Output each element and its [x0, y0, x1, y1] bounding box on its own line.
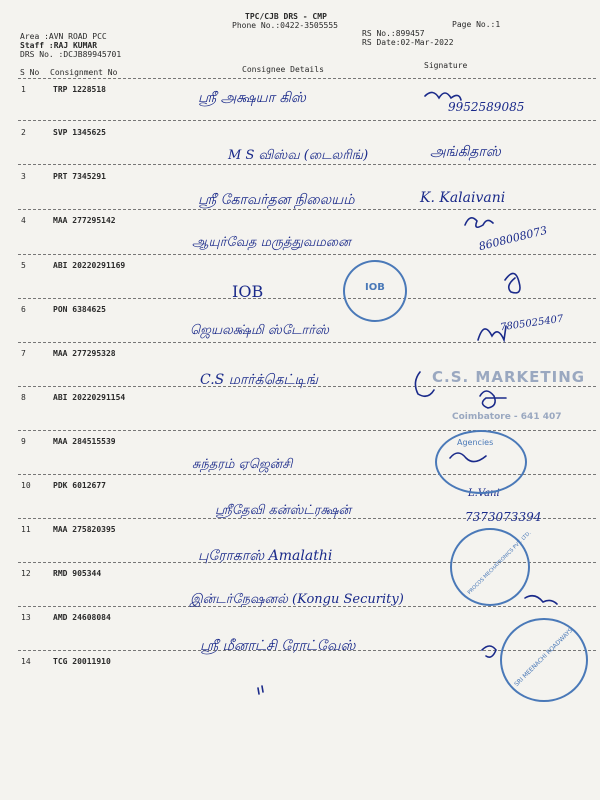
- row-7-sno: 7: [21, 349, 26, 358]
- ditto-mark: [258, 686, 263, 694]
- staff-label: Staff :RAJ KUMAR: [20, 41, 98, 50]
- row-5-consignment: ABI 20220291169: [53, 261, 126, 270]
- row-11-sno: 11: [21, 525, 31, 534]
- row-12-sno: 12: [21, 569, 31, 578]
- row-6-sno: 6: [21, 305, 26, 314]
- row-11-consignment: MAA 275820395: [53, 525, 116, 534]
- row-4-scribble: [465, 218, 493, 227]
- row-1-scribble: [425, 92, 461, 100]
- row-13-consignee-handwriting: இன்டர்நேஷனல் (Kongu Security): [190, 592, 404, 607]
- cs-marketing-stamp: C.S. MARKETING: [432, 368, 586, 386]
- col-header-consignment: Consignment No: [50, 68, 118, 77]
- row-2-sno: 2: [21, 128, 26, 137]
- row-6-signature: 7805025407: [499, 313, 565, 334]
- row-12-consignee-handwriting: புரோகாஸ் Amalathi: [198, 548, 333, 564]
- cs-marketing-address: Coimbatore - 641 407: [452, 412, 562, 422]
- row-2-consignment: SVP 1345625: [53, 128, 106, 137]
- iob-stamp: [343, 260, 407, 322]
- row-9-sno: 9: [21, 437, 26, 446]
- col-header-consignee: Consignee Details: [242, 65, 324, 74]
- rs-number: RS No.:899457: [362, 29, 425, 38]
- area-label: Area :AVN ROAD PCC: [20, 32, 107, 41]
- row-4-consignment: MAA 277295142: [53, 216, 116, 225]
- row-5-scribble: [505, 273, 520, 292]
- drs-number: DRS No. :DCJB89945701: [20, 50, 122, 59]
- row-5-consignee-handwriting: IOB: [232, 282, 264, 301]
- row-2-signature: அங்கிதாஸ்: [430, 144, 501, 160]
- phone-number: Phone No.:0422-3505555: [232, 21, 338, 30]
- row-8-sno: 8: [21, 393, 26, 402]
- row-14-consignee-handwriting: ஸ்ரீ மீனாட்சி ரோட்வேஸ்: [200, 638, 356, 654]
- row-5-sno: 5: [21, 261, 26, 270]
- row-8-scribble: [480, 391, 506, 408]
- row-1-signature: 9952589085: [448, 100, 525, 114]
- row-14-scribble: [482, 646, 496, 657]
- meenachi-roadways-stamp: [500, 618, 588, 702]
- row-3-consignment: PRT 7345291: [53, 172, 106, 181]
- col-header-sno: S No: [20, 68, 40, 77]
- procos-stamp-text: PROCOS MECHATRONICS PVT. LTD.: [466, 530, 533, 596]
- row-6-consignee-handwriting: ஜெயலக்ஷ்மி ஸ்டோர்ஸ்: [190, 323, 329, 338]
- row-1-consignee-handwriting: ஸ்ரீ அக்ஷயா கிஸ்: [198, 90, 306, 106]
- agencies-stamp: [435, 430, 527, 494]
- row-10-consignment: PDK 6012677: [53, 481, 106, 490]
- row-2-consignee-handwriting: M S விஸ்வ (டைலரிங்): [228, 148, 369, 163]
- row-10-signature: L.Vani: [468, 488, 500, 499]
- row-11-signature: 7373073394: [465, 510, 542, 524]
- row-4-consignee-handwriting: ஆயுர்வேத மருத்துவமனை: [192, 235, 351, 250]
- row-8-consignment: ABI 20220291154: [53, 393, 126, 402]
- row-12-consignment: RMD 905344: [53, 569, 102, 578]
- row-13-consignment: AMD 24608084: [53, 613, 111, 622]
- row-6-consignment: PON 6384625: [53, 305, 106, 314]
- row-14-sno: 14: [21, 657, 31, 666]
- row-3-sno: 3: [21, 172, 26, 181]
- doc-title: TPC/CJB DRS - CMP: [245, 12, 327, 21]
- col-header-signature: Signature: [424, 61, 468, 70]
- row-13-sno: 13: [21, 613, 31, 622]
- row-4-sno: 4: [21, 216, 26, 225]
- rs-date: RS Date:02-Mar-2022: [362, 38, 454, 47]
- row-4-signature: 8608008073: [477, 223, 549, 254]
- row-13-scribble: [525, 596, 557, 604]
- row-7-consignee-handwriting: C.S மார்க்கெட்டிங்: [200, 372, 318, 388]
- row-3-signature: K. Kalaivani: [420, 190, 506, 206]
- iob-stamp-text: IOB: [365, 282, 385, 293]
- row-6-scribble: [478, 326, 506, 340]
- row-9-consignee-handwriting: சுந்தரம் ஏஜென்சி: [192, 457, 293, 472]
- procos-stamp: [450, 528, 533, 606]
- row-1-sno: 1: [21, 85, 26, 94]
- page-number: Page No.:1: [452, 20, 501, 29]
- row-14-consignment: TCG 20011910: [53, 657, 111, 666]
- agencies-stamp-text: Agencies: [457, 438, 494, 447]
- row-3-consignee-handwriting: ஸ்ரீ கோவர்தன நிலையம்: [198, 192, 355, 208]
- row-7-consignment: MAA 277295328: [53, 349, 116, 358]
- row-1-consignment: TRP 1228518: [53, 85, 106, 94]
- row-10-sno: 10: [21, 481, 31, 490]
- row-9-consignment: MAA 284515539: [53, 437, 116, 446]
- meenachi-stamp-text: SRI MEENACHI ROADWAYS: [513, 626, 575, 689]
- row-11-consignee-handwriting: ஸ்ரீதேவி கன்ஸ்ட்ரக்ஷன்: [215, 503, 352, 518]
